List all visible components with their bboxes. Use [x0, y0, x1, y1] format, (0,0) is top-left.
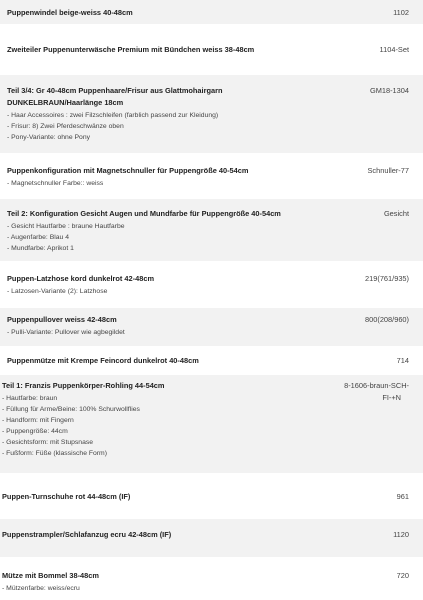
- item-title: Puppenkonfiguration mit Magnetschnuller für Puppengröße 40-54cm: [7, 166, 249, 175]
- item-sku: 219(761/935): [365, 274, 409, 283]
- item-sku: 1120: [393, 530, 409, 539]
- item-detail: - Augenfarbe: Blau 4: [7, 234, 69, 241]
- order-item: [0, 268, 423, 305]
- order-item: [0, 24, 423, 65]
- item-detail: - Pony-Variante: ohne Pony: [7, 134, 90, 141]
- item-sku: GM18-1304: [369, 86, 409, 95]
- item-title: Teil 2: Konfiguration Gesicht Augen und Mundfarbe für Puppengröße 40-54cm: [7, 209, 281, 218]
- item-sku: 1102: [393, 8, 409, 17]
- order-item: [0, 519, 423, 557]
- item-sku-line: FI-+N: [382, 393, 401, 402]
- item-title: Teil 1: Franzis Puppenkörper-Rohling 44-54cm: [2, 381, 165, 390]
- item-title: Mütze mit Bommel 38-48cm: [2, 571, 99, 580]
- item-sku: 714: [396, 356, 409, 365]
- item-title-line: Teil 3/4: Gr 40-48cm Puppenhaare/Frisur aus Glattmohairgarn: [7, 86, 223, 95]
- order-item: [0, 159, 423, 196]
- item-detail: - Füllung für Arme/Beine: 100% Schurwollflies: [2, 406, 140, 413]
- item-detail: - Magnetschnuller Farbe:: weiss: [7, 180, 104, 187]
- order-item: [0, 565, 423, 600]
- order-item: [0, 346, 423, 374]
- item-detail: - Fußform: Füße (klassische Form): [2, 450, 107, 457]
- item-detail: - Mundfarbe: Aprikot 1: [7, 245, 74, 252]
- item-sku: [343, 380, 423, 404]
- item-title: Zweiteiler Puppenunterwäsche Premium mit Bündchen weiss 38-48cm: [7, 45, 255, 54]
- item-title: Puppenstrampler/Schlafanzug ecru 42-48cm (IF): [2, 530, 172, 539]
- item-detail: - Latzosen-Variante (2): Latzhose: [7, 288, 108, 295]
- item-sku: Gesicht: [383, 209, 409, 218]
- item-title-line: DUNKELBRAUN/Haarlänge 18cm: [7, 98, 124, 107]
- order-item: [0, 375, 423, 473]
- item-title: Puppenmütze mit Krempe Feincord dunkelrot 40-48cm: [7, 356, 199, 365]
- item-sku: 720: [396, 571, 409, 580]
- order-item: [0, 0, 423, 24]
- item-sku-line: 8-1606-braun-SCH-: [344, 381, 409, 390]
- item-sku: 1104-Set: [379, 45, 409, 54]
- item-sku: 961: [396, 492, 409, 501]
- item-sku: Schnuller-77: [367, 166, 409, 175]
- item-detail: - Gesichtsform: mit Stupsnase: [2, 439, 94, 446]
- item-detail: - Hautfarbe: braun: [2, 395, 58, 402]
- item-detail: - Puppengröße: 44cm: [2, 428, 68, 435]
- order-item: [0, 308, 423, 346]
- order-item: [0, 199, 423, 261]
- order-item: [0, 75, 423, 153]
- item-detail: - Pulli-Variante: Pullover wie agbegildet: [7, 329, 125, 336]
- item-title: Puppen-Latzhose kord dunkelrot 42-48cm: [7, 274, 155, 283]
- order-item: [0, 473, 423, 517]
- item-sku: 800(208/960): [365, 315, 409, 324]
- item-title: Puppenpullover weiss 42-48cm: [7, 315, 117, 324]
- item-detail: - Handform: mit Fingern: [2, 417, 74, 424]
- item-detail: - Haar Accessoires : zwei Filzschleifen (farblich passend zur Kleidung): [7, 112, 219, 119]
- item-detail: - Frisur: 8) Zwei Pferdeschwänze oben: [7, 123, 124, 130]
- item-detail: - Gesicht Hautfarbe : braune Hautfarbe: [7, 223, 125, 230]
- item-title: Puppenwindel beige-weiss 40-48cm: [7, 8, 133, 17]
- item-title: Puppen-Turnschuhe rot 44-48cm (IF): [2, 492, 131, 501]
- item-detail: - Mützenfarbe: weiss/ecru: [2, 585, 80, 592]
